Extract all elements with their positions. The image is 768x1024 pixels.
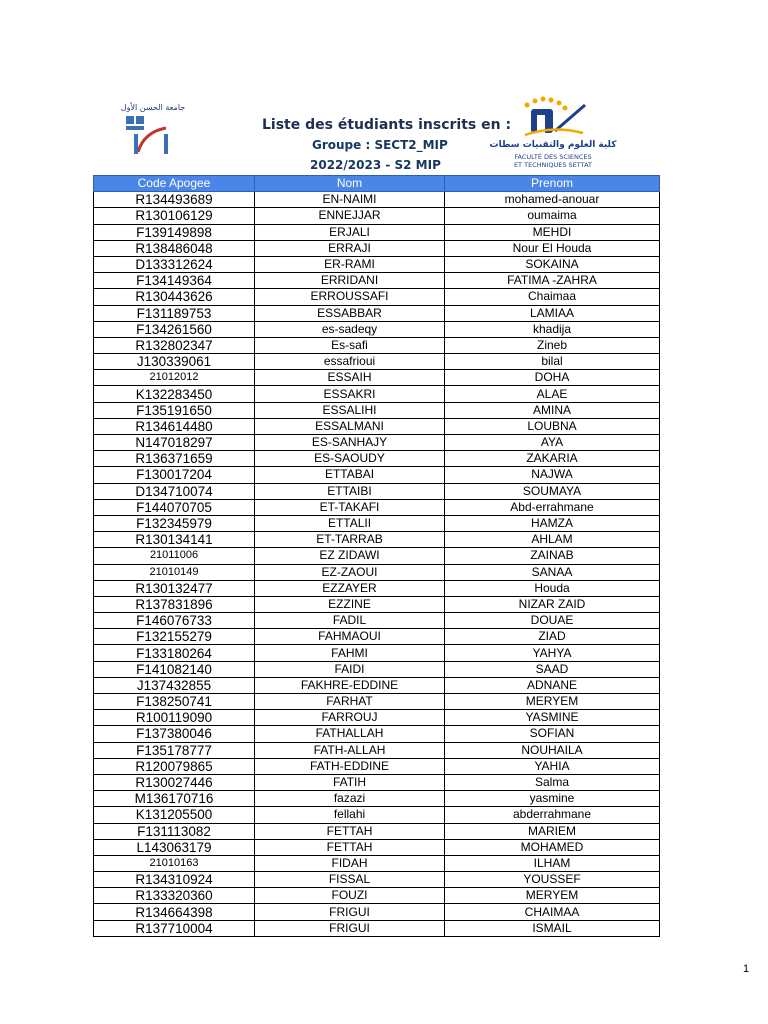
group-label: Groupe : SECT2_MIP <box>312 138 448 152</box>
column-header-code: Code Apogee <box>94 176 255 192</box>
cell-code: D133312624 <box>94 256 255 272</box>
table-row <box>94 370 660 386</box>
table-row <box>94 839 660 855</box>
cell-nom: FRIGUI <box>255 920 445 936</box>
cell-code: R138486048 <box>94 240 255 256</box>
cell-prenom: LAMIAA <box>445 305 660 321</box>
cell-prenom: NIZAR ZAID <box>445 596 660 612</box>
cell-prenom: AYA <box>445 435 660 451</box>
cell-nom: FISSAL <box>255 872 445 888</box>
table-row <box>94 192 660 208</box>
table-row <box>94 694 660 710</box>
cell-prenom: YOUSSEF <box>445 872 660 888</box>
cell-prenom: NOUHAILA <box>445 742 660 758</box>
table-row <box>94 435 660 451</box>
table-row <box>94 629 660 645</box>
table-row <box>94 386 660 402</box>
cell-prenom: ZIAD <box>445 629 660 645</box>
cell-nom: FATIH <box>255 774 445 790</box>
cell-nom: FETTAH <box>255 823 445 839</box>
cell-prenom: khadija <box>445 321 660 337</box>
cell-code: 21011006 <box>94 548 255 564</box>
cell-prenom: AHLAM <box>445 532 660 548</box>
table-row <box>94 402 660 418</box>
faculty-logo-arabic: كلية العلوم والتقنيات سطات <box>489 140 617 150</box>
document-title: Liste des étudiants inscrits en : <box>262 117 512 133</box>
cell-prenom: bilal <box>445 354 660 370</box>
cell-prenom: ALAE <box>445 386 660 402</box>
cell-prenom: MOHAMED <box>445 839 660 855</box>
table-row <box>94 337 660 353</box>
cell-nom: FAHMI <box>255 645 445 661</box>
table-row <box>94 548 660 564</box>
cell-code: F132345979 <box>94 515 255 531</box>
cell-prenom: MEHDI <box>445 224 660 240</box>
cell-code: F131113082 <box>94 823 255 839</box>
cell-code: D134710074 <box>94 483 255 499</box>
table-row <box>94 321 660 337</box>
university-logo-text: جامعة الحسن الأول <box>120 103 186 112</box>
cell-nom: ES-SAOUDY <box>255 451 445 467</box>
cell-code: 21012012 <box>94 370 255 386</box>
cell-code: R134310924 <box>94 872 255 888</box>
cell-prenom: SANAA <box>445 564 660 580</box>
cell-prenom: DOUAE <box>445 613 660 629</box>
table-row <box>94 726 660 742</box>
faculty-logo-line1: FACULTÉ DES SCIENCES <box>514 153 592 161</box>
university-logo <box>108 100 198 162</box>
table-row <box>94 904 660 920</box>
column-header-prenom: Prenom <box>445 176 660 192</box>
cell-prenom: abderrahmane <box>445 807 660 823</box>
table-row <box>94 418 660 434</box>
cell-prenom: ZAKARIA <box>445 451 660 467</box>
cell-nom: EZZAYER <box>255 580 445 596</box>
cell-prenom: ISMAIL <box>445 920 660 936</box>
cell-code: F138250741 <box>94 694 255 710</box>
cell-nom: FOUZI <box>255 888 445 904</box>
cell-prenom: Abd-errahmane <box>445 499 660 515</box>
faculty-logo-line2: ET TECHNIQUES SETTAT <box>513 161 593 169</box>
cell-nom: es-sadeqy <box>255 321 445 337</box>
cell-nom: ESSABBAR <box>255 305 445 321</box>
table-row <box>94 515 660 531</box>
academic-year: 2022/2023 - S2 MIP <box>310 158 441 172</box>
cell-prenom: ILHAM <box>445 855 660 871</box>
cell-nom: FAIDI <box>255 661 445 677</box>
cell-nom: ETTABAI <box>255 467 445 483</box>
table-row <box>94 483 660 499</box>
cell-code: F135178777 <box>94 742 255 758</box>
table-header-row <box>94 176 660 192</box>
cell-code: F134261560 <box>94 321 255 337</box>
cell-code: R137831896 <box>94 596 255 612</box>
table-row <box>94 289 660 305</box>
cell-prenom: SAAD <box>445 661 660 677</box>
cell-code: F135191650 <box>94 402 255 418</box>
table-row <box>94 888 660 904</box>
table-row <box>94 224 660 240</box>
cell-nom: ESSAIH <box>255 370 445 386</box>
student-table <box>93 175 660 937</box>
cell-prenom: AMINA <box>445 402 660 418</box>
cell-prenom: MARIEM <box>445 823 660 839</box>
cell-nom: ERROUSSAFI <box>255 289 445 305</box>
cell-code: R132802347 <box>94 337 255 353</box>
table-row <box>94 742 660 758</box>
faculty-logo <box>489 95 617 173</box>
table-row <box>94 451 660 467</box>
cell-code: R134664398 <box>94 904 255 920</box>
cell-prenom: YASMINE <box>445 710 660 726</box>
table-row <box>94 256 660 272</box>
cell-code: N147018297 <box>94 435 255 451</box>
table-row <box>94 532 660 548</box>
cell-code: F144070705 <box>94 499 255 515</box>
cell-prenom: DOHA <box>445 370 660 386</box>
cell-code: K131205500 <box>94 807 255 823</box>
cell-prenom: ADNANE <box>445 677 660 693</box>
cell-code: R130027446 <box>94 774 255 790</box>
cell-prenom: SOFIAN <box>445 726 660 742</box>
cell-nom: ES-SANHAJY <box>255 435 445 451</box>
table-row <box>94 240 660 256</box>
cell-nom: FARROUJ <box>255 710 445 726</box>
table-row <box>94 305 660 321</box>
table-row <box>94 645 660 661</box>
cell-code: L143063179 <box>94 839 255 855</box>
cell-nom: FETTAH <box>255 839 445 855</box>
cell-nom: ETTAIBI <box>255 483 445 499</box>
cell-nom: ENNEJJAR <box>255 208 445 224</box>
cell-prenom: LOUBNA <box>445 418 660 434</box>
cell-nom: FARHAT <box>255 694 445 710</box>
cell-prenom: FATIMA -ZAHRA <box>445 273 660 289</box>
cell-prenom: oumaima <box>445 208 660 224</box>
cell-prenom: Salma <box>445 774 660 790</box>
cell-code: F132155279 <box>94 629 255 645</box>
table-row <box>94 208 660 224</box>
cell-prenom: SOUMAYA <box>445 483 660 499</box>
cell-code: F146076733 <box>94 613 255 629</box>
table-row <box>94 564 660 580</box>
cell-nom: EN-NAIMI <box>255 192 445 208</box>
cell-prenom: CHAIMAA <box>445 904 660 920</box>
table-row <box>94 467 660 483</box>
table-row <box>94 807 660 823</box>
cell-code: M136170716 <box>94 791 255 807</box>
cell-nom: ERRIDANI <box>255 273 445 289</box>
cell-code: F141082140 <box>94 661 255 677</box>
cell-prenom: Houda <box>445 580 660 596</box>
cell-prenom: mohamed-anouar <box>445 192 660 208</box>
table-row <box>94 580 660 596</box>
cell-nom: fellahi <box>255 807 445 823</box>
cell-code: 21010163 <box>94 855 255 871</box>
cell-code: R133320360 <box>94 888 255 904</box>
cell-code: R134493689 <box>94 192 255 208</box>
cell-nom: ESSAKRI <box>255 386 445 402</box>
table-row <box>94 661 660 677</box>
cell-code: R130106129 <box>94 208 255 224</box>
cell-code: R134614480 <box>94 418 255 434</box>
cell-nom: FADIL <box>255 613 445 629</box>
cell-nom: ET-TAKAFI <box>255 499 445 515</box>
table-row <box>94 758 660 774</box>
cell-prenom: YAHIA <box>445 758 660 774</box>
cell-nom: fazazi <box>255 791 445 807</box>
table-row <box>94 872 660 888</box>
cell-prenom: HAMZA <box>445 515 660 531</box>
cell-prenom: yasmine <box>445 791 660 807</box>
table-row <box>94 596 660 612</box>
cell-code: R100119090 <box>94 710 255 726</box>
cell-prenom: Chaimaa <box>445 289 660 305</box>
cell-nom: EZ ZIDAWI <box>255 548 445 564</box>
table-row <box>94 677 660 693</box>
table-body <box>94 192 660 937</box>
table-row <box>94 499 660 515</box>
cell-nom: essafrioui <box>255 354 445 370</box>
cell-nom: ESSALIHI <box>255 402 445 418</box>
table-row <box>94 855 660 871</box>
cell-nom: ETTALII <box>255 515 445 531</box>
table-row <box>94 920 660 936</box>
cell-nom: FIDAH <box>255 855 445 871</box>
table-row <box>94 710 660 726</box>
cell-nom: ERRAJI <box>255 240 445 256</box>
table-row <box>94 791 660 807</box>
cell-code: J137432855 <box>94 677 255 693</box>
cell-nom: ET-TARRAB <box>255 532 445 548</box>
cell-prenom: ZAINAB <box>445 548 660 564</box>
cell-code: R130132477 <box>94 580 255 596</box>
cell-code: J130339061 <box>94 354 255 370</box>
cell-code: R137710004 <box>94 920 255 936</box>
cell-nom: FATHALLAH <box>255 726 445 742</box>
cell-nom: EZ-ZAOUI <box>255 564 445 580</box>
cell-prenom: Zineb <box>445 337 660 353</box>
cell-code: R130134141 <box>94 532 255 548</box>
cell-prenom: YAHYA <box>445 645 660 661</box>
cell-code: F133180264 <box>94 645 255 661</box>
cell-nom: FRIGUI <box>255 904 445 920</box>
table-row <box>94 273 660 289</box>
table-row <box>94 774 660 790</box>
cell-code: R136371659 <box>94 451 255 467</box>
cell-code: R130443626 <box>94 289 255 305</box>
cell-code: F134149364 <box>94 273 255 289</box>
cell-nom: FAKHRE-EDDINE <box>255 677 445 693</box>
cell-nom: EZZINE <box>255 596 445 612</box>
page-number: 1 <box>743 963 750 975</box>
cell-nom: Es-safi <box>255 337 445 353</box>
table-row <box>94 613 660 629</box>
cell-prenom: SOKAINA <box>445 256 660 272</box>
cell-nom: ERJALI <box>255 224 445 240</box>
cell-prenom: Nour El Houda <box>445 240 660 256</box>
table-row <box>94 823 660 839</box>
cell-prenom: NAJWA <box>445 467 660 483</box>
cell-prenom: MERYEM <box>445 694 660 710</box>
cell-code: 21010149 <box>94 564 255 580</box>
cell-code: F131189753 <box>94 305 255 321</box>
cell-code: F130017204 <box>94 467 255 483</box>
column-header-nom: Nom <box>255 176 445 192</box>
cell-nom: ER-RAMI <box>255 256 445 272</box>
table-row <box>94 354 660 370</box>
cell-nom: FATH-ALLAH <box>255 742 445 758</box>
cell-code: K132283450 <box>94 386 255 402</box>
cell-code: R120079865 <box>94 758 255 774</box>
cell-nom: ESSALMANI <box>255 418 445 434</box>
cell-code: F137380046 <box>94 726 255 742</box>
cell-nom: FAHMAOUI <box>255 629 445 645</box>
cell-prenom: MERYEM <box>445 888 660 904</box>
cell-nom: FATH-EDDINE <box>255 758 445 774</box>
cell-code: F139149898 <box>94 224 255 240</box>
